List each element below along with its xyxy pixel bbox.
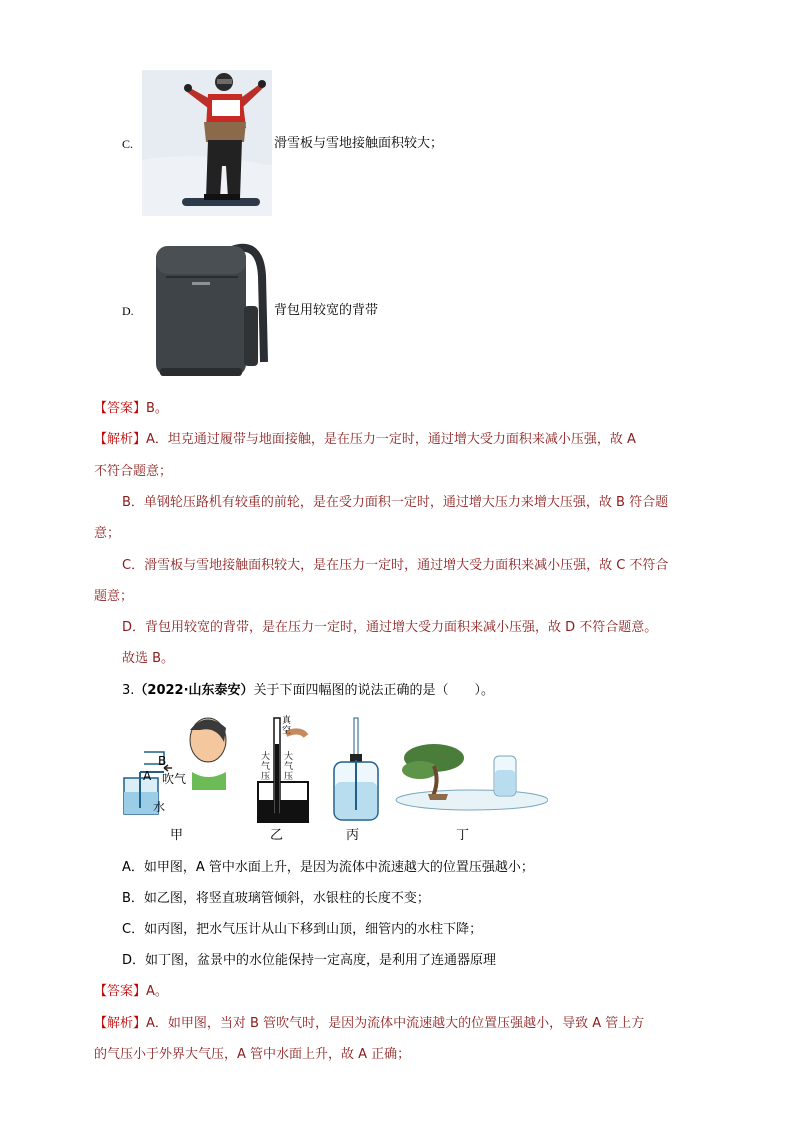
option-letter: D. <box>122 304 134 318</box>
backpack-image <box>152 236 272 380</box>
figure-label-bing: 丙 <box>346 828 360 843</box>
analysis-conclusion: 故选 B。 <box>122 651 175 666</box>
analysis-text: A．如甲图，当对 B 管吹气时，是因为流体中流速越大的位置压强越小，导致 A 管上方 <box>146 1016 645 1031</box>
answer-line <box>94 399 168 419</box>
answer-label: 【答案】 <box>94 984 147 999</box>
question-number: 3. <box>122 683 135 698</box>
analysis-line: 题意； <box>94 589 134 604</box>
label-tube-b: B <box>158 754 167 768</box>
option-c: C．如丙图，把水气压计从山下移到山顶，细管内的水柱下降； <box>122 922 483 937</box>
analysis-line: C．滑雪板与雪地接触面积较大，是在压力一定时，通过增大受力面积来减小压强，故 C 不符合 <box>122 558 669 573</box>
label-blow: 吹气 <box>162 772 187 786</box>
label-water: 水 <box>153 800 166 814</box>
figure-ding <box>394 736 548 812</box>
figure-bing <box>330 716 382 824</box>
label-tube-a: A <box>143 769 152 783</box>
answer-label: 【答案】 <box>94 401 147 416</box>
snowboarder-image <box>142 70 272 216</box>
answer-line <box>94 982 168 1002</box>
analysis-line: D．背包用较宽的背带，是在压力一定时，通过增大受力面积来减小压强，故 D 不符合题意。 <box>122 620 658 635</box>
label-atm-left: 大气压 <box>261 752 271 782</box>
option-letter: C. <box>122 137 134 151</box>
analysis-line <box>94 430 636 450</box>
question-stem <box>122 681 494 701</box>
option-a: A．如甲图，A 管中水面上升，是因为流体中流速越大的位置压强越小； <box>122 860 534 875</box>
analysis-line: 的气压小于外界大气压，A 管中水面上升，故 A 正确； <box>94 1047 411 1062</box>
option-text: 背包用较宽的背带 <box>274 303 379 318</box>
analysis-line: 意； <box>94 526 121 541</box>
option-text: 滑雪板与雪地接触面积较大； <box>274 136 444 151</box>
answer-value: B。 <box>146 401 168 416</box>
analysis-line: B．单钢轮压路机有较重的前轮，是在受力面积一定时，通过增大压力来增大压强，故 B 符合题 <box>122 495 669 510</box>
figure-label-ding: 丁 <box>456 828 470 843</box>
option-d: D．如丁图，盆景中的水位能保持一定高度，是利用了连通器原理 <box>122 953 497 968</box>
figure-jia <box>120 712 230 822</box>
label-atm-right: 大气压 <box>284 752 294 782</box>
analysis-label: 【解析】 <box>94 1016 147 1031</box>
analysis-line: 不符合题意； <box>94 464 173 479</box>
analysis-text: A．坦克通过履带与地面接触，是在压力一定时，通过增大受力面积来减小压强，故 A <box>146 432 636 447</box>
figure-label-jia: 甲 <box>170 828 184 843</box>
question-source: （2022·山东泰安） <box>134 683 254 698</box>
question-text: 关于下面四幅图的说法正确的是（ ）。 <box>253 683 495 698</box>
analysis-label: 【解析】 <box>94 432 147 447</box>
figure-label-yi: 乙 <box>270 828 284 843</box>
answer-value: A。 <box>146 984 168 999</box>
analysis-line <box>94 1014 644 1034</box>
label-vacuum: 真空 <box>282 716 292 736</box>
option-b: B．如乙图，将竖直玻璃管倾斜，水银柱的长度不变； <box>122 891 430 906</box>
